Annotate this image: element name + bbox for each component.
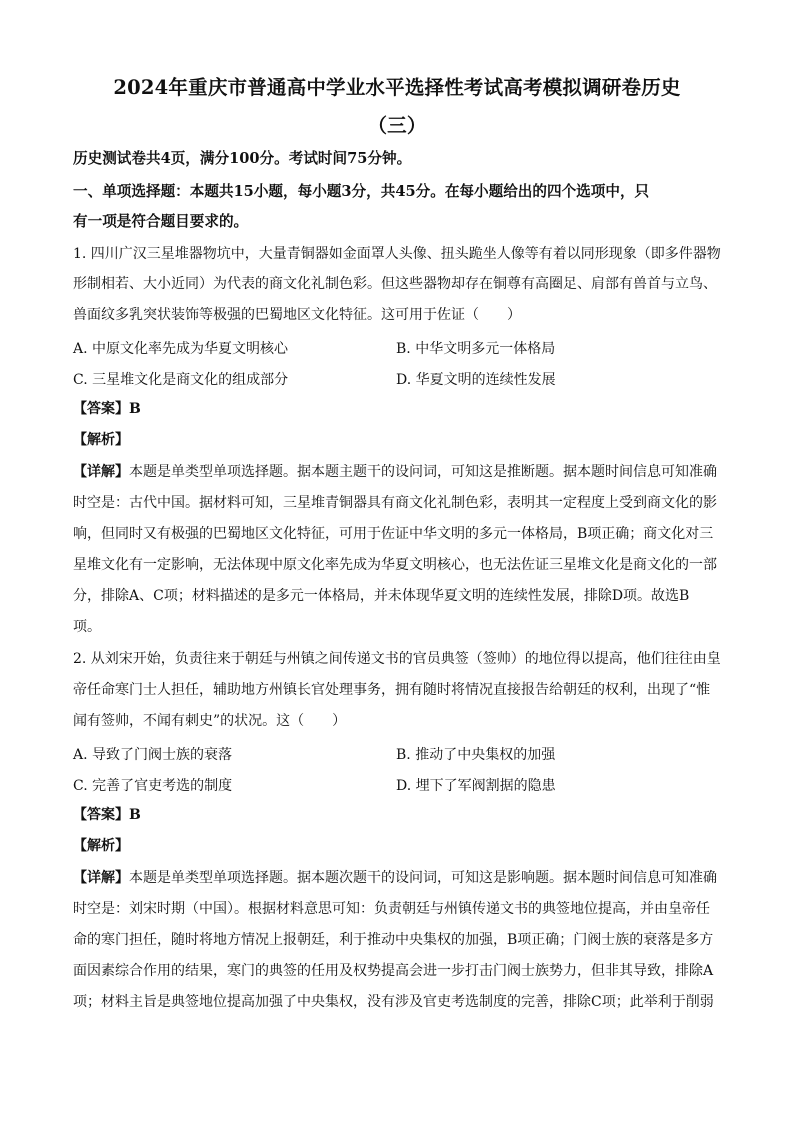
q1-answer: 【答案】B xyxy=(73,401,141,417)
q1-stem-line: 1. 四川广汉三星堆器物坑中，大量青铜器如金面罩人头像、扭头跪坐人像等有着以同形现象（即多件器物 xyxy=(73,246,721,262)
q1-detail-line: 时空是：古代中国。据材料可知，三星堆青铜器具有商文化礼制色彩，表明其一定程度上受到商文化的影 xyxy=(73,495,717,511)
q2-detail-line: 项；材料主旨是典签地位提高加强了中央集权，没有涉及官吏考选制度的完善，排除C项；此举利于削弱 xyxy=(73,994,714,1010)
q2-detail-text: 本题是单类型单项选择题。据本题次题干的设问词，可知这是影响题。据本题时间信息可知准确 xyxy=(129,870,717,886)
q2-detail-tag: 【详解】 xyxy=(73,870,129,886)
q1-detail-line xyxy=(73,463,717,481)
document-title: 2024年重庆市普通高中学业水平选择性考试高考模拟调研卷历史 xyxy=(113,76,681,99)
q2-detail-line xyxy=(73,869,717,887)
q2-stem-line: 闻有签帅，不闻有刺史”的状况。这（ ） xyxy=(73,713,347,729)
q1-option-d: D. 华夏文明的连续性发展 xyxy=(396,372,556,388)
q2-answer: 【答案】B xyxy=(73,807,141,823)
q2-analysis-label: 【解析】 xyxy=(73,838,129,854)
q1-detail-line: 响，但同时又有极强的巴蜀地区文化特征，可用于佐证中华文明的多元一体格局，B项正确；商文化对三 xyxy=(73,526,714,542)
q1-stem-line: 形制相若、大小近同）为代表的商文化礼制色彩。但这些器物却存在铜尊有高圈足、肩部有兽首与立鸟、 xyxy=(73,276,717,292)
section-heading-line2: 有一项是符合题目要求的。 xyxy=(73,213,249,230)
q1-detail-text: 本题是单类型单项选择题。据本题主题干的设问词，可知这是推断题。据本题时间信息可知准确 xyxy=(129,464,717,480)
q1-option-a: A. 中原文化率先成为华夏文明核心 xyxy=(73,341,289,357)
q2-stem-line: 帝任命寒门士人担任，辅助地方州镇长官处理事务，拥有随时将情况直接报告给朝廷的权利，出现了“惟 xyxy=(73,682,711,698)
q2-detail-line: 命的寒门担任，随时将地方情况上报朝廷，利于推动中央集权的加强，B项正确；门阀士族的衰落是多方 xyxy=(73,932,714,948)
q1-option-b: B. 中华文明多元一体格局 xyxy=(396,341,556,357)
q2-detail-line: 时空是：刘宋时期（中国）。根据材料意思可知：负责朝廷与州镇传递文书的典签地位提高，并由皇帝任 xyxy=(73,901,710,917)
q1-detail-line: 星堆文化有一定影响，无法体现中原文化率先成为华夏文明核心，也无法佐证三星堆文化是商文化的一部 xyxy=(73,557,717,573)
exam-intro: 历史测试卷共4页，满分100分。考试时间75分钟。 xyxy=(73,150,412,167)
q2-option-b: B. 推动了中央集权的加强 xyxy=(396,747,556,763)
q2-option-c: C. 完善了官吏考选的制度 xyxy=(73,778,233,794)
q1-detail-tag: 【详解】 xyxy=(73,464,129,480)
q2-option-d: D. 埋下了军阀割据的隐患 xyxy=(396,778,556,794)
q2-option-a: A. 导致了门阀士族的衰落 xyxy=(73,747,233,763)
q1-analysis-label: 【解析】 xyxy=(73,432,129,448)
section-heading-line1: 一、单项选择题：本题共15小题，每小题3分，共45分。在每小题给出的四个选项中，只 xyxy=(73,183,650,200)
q2-detail-line: 面因素综合作用的结果，寒门的典签的任用及权势提高会进一步打击门阀士族势力，但非其导致，排除A xyxy=(73,963,714,979)
document-subtitle: （三） xyxy=(367,114,427,137)
q1-stem-line: 兽面纹多乳突状装饰等极强的巴蜀地区文化特征。这可用于佐证（ ） xyxy=(73,307,521,323)
q1-option-c: C. 三星堆文化是商文化的组成部分 xyxy=(73,372,289,388)
q1-detail-line: 分，排除A、C项；材料描述的是多元一体格局，并未体现华夏文明的连续性发展，排除D项。故选B xyxy=(73,588,690,604)
q2-stem-line: 2. 从刘宋开始，负责往来于朝廷与州镇之间传递文书的官员典签（签帅）的地位得以提高，他们往往由皇 xyxy=(73,651,721,667)
q1-detail-line: 项。 xyxy=(73,619,101,635)
